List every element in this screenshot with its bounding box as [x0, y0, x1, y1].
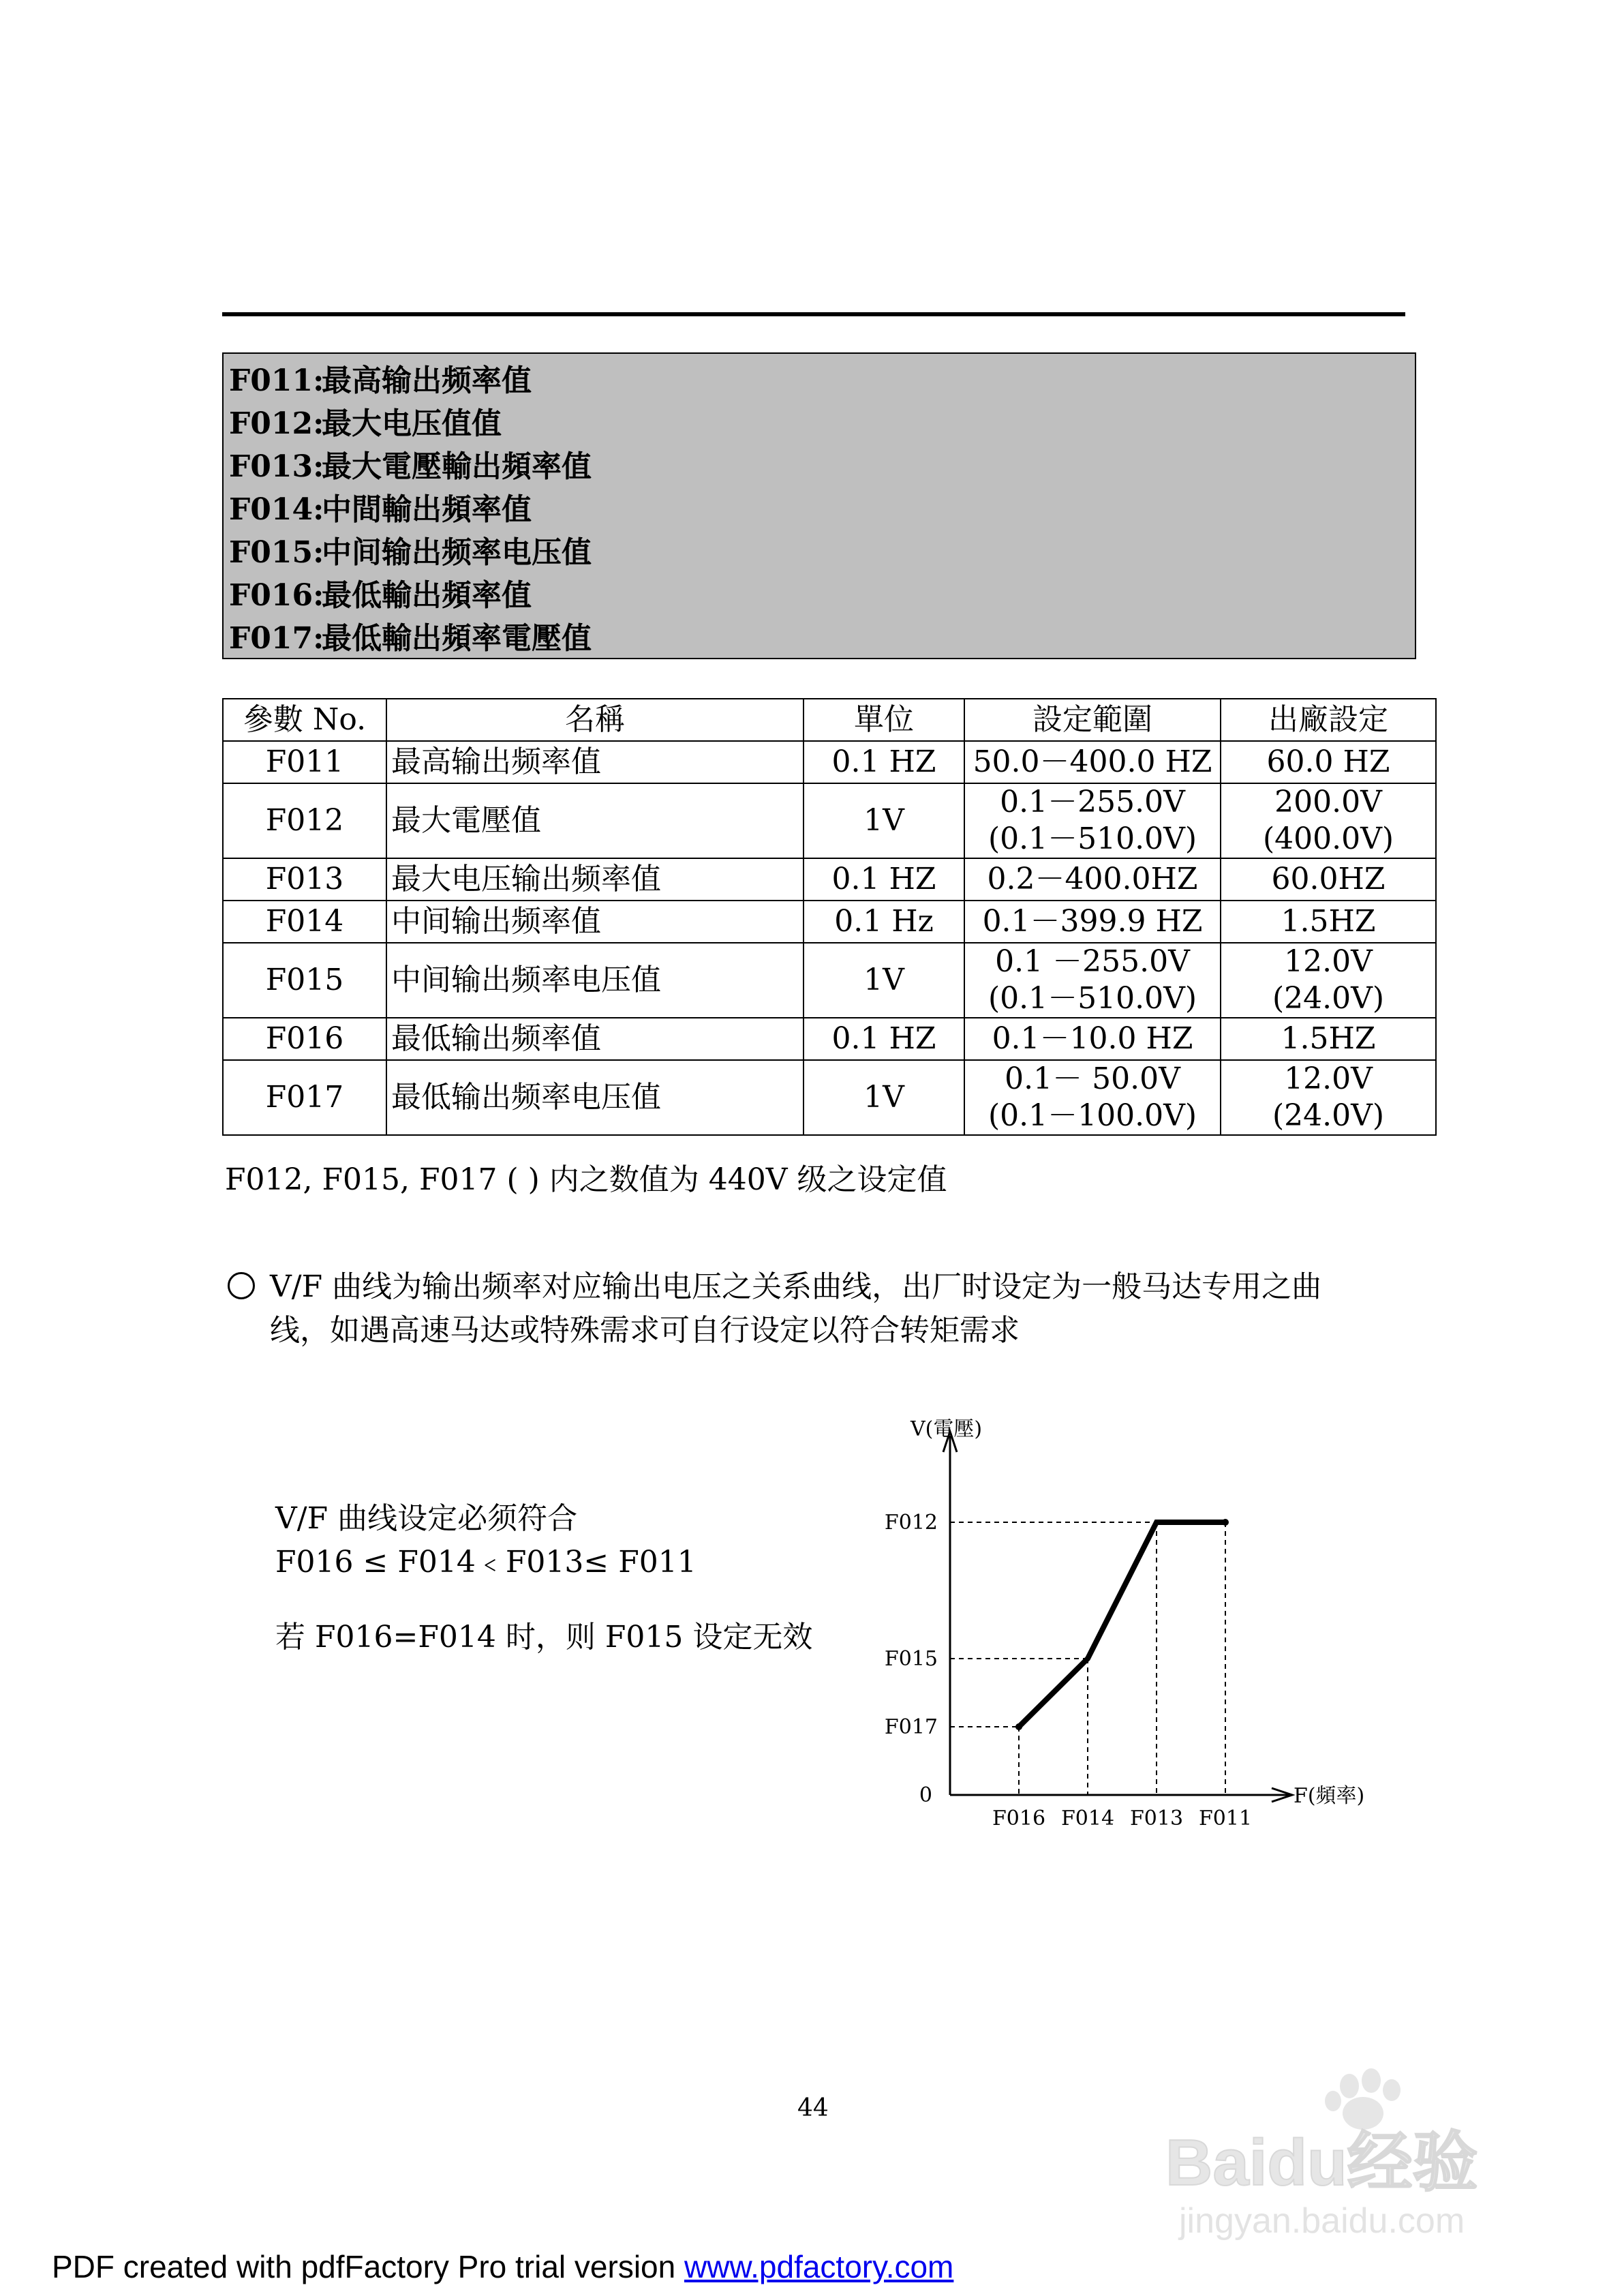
- condition-line3: 若 F016=F014 时，则 F015 设定无效: [275, 1620, 813, 1655]
- param-name: 最大电压值值: [322, 406, 502, 441]
- header-no: 參數 No.: [223, 699, 386, 741]
- cell-range: [964, 741, 1221, 783]
- table-row: [223, 858, 1436, 901]
- cell-no: [223, 741, 386, 783]
- cell-no-text: F014: [265, 904, 344, 939]
- param-name: 最低輸出頻率值: [322, 578, 532, 613]
- cell-default: [1221, 741, 1436, 783]
- header-name: 名稱: [386, 699, 804, 741]
- param-name: 最低輸出頻率電壓值: [322, 621, 592, 656]
- cell-name: [386, 741, 804, 783]
- y-axis-label: V(電壓): [911, 1417, 983, 1441]
- cell-name-text: 最大电压输出频率值: [391, 862, 661, 896]
- baidu-watermark: [1159, 2052, 1540, 2256]
- parameter-table: [222, 698, 1437, 1136]
- param-line: [229, 531, 1415, 574]
- cell-range-text: 0.1－255.0V: [1000, 785, 1185, 819]
- header-unit: 單位: [804, 699, 964, 741]
- footer-link[interactable]: www.pdfactory.com: [684, 2249, 954, 2284]
- cell-default-text: 1.5HZ: [1281, 1021, 1376, 1056]
- cell-name: [386, 1060, 804, 1135]
- cell-range-text: 0.1－399.9 HZ: [982, 904, 1203, 939]
- cell-unit: [804, 1060, 964, 1135]
- cell-unit-text: 1V: [863, 1080, 904, 1115]
- cell-default-text: 60.0 HZ: [1266, 744, 1390, 779]
- watermark-brand: Baidu经验: [1165, 2126, 1478, 2199]
- cell-name: [386, 858, 804, 901]
- param-code: F011:: [229, 363, 324, 398]
- footer-text: PDF created with pdfFactory Pro trial version: [52, 2249, 684, 2284]
- origin-label: 0: [919, 1783, 932, 1807]
- vf-description-line2: 线，如遇高速马达或特殊需求可自行设定以符合转矩需求: [270, 1313, 1020, 1348]
- x-axis-label: F(頻率): [1294, 1784, 1365, 1808]
- cell-unit: [804, 783, 964, 858]
- cell-no: [223, 783, 386, 858]
- param-name: 最大電壓輸出頻率值: [322, 449, 592, 484]
- cell-default-text: (24.0V): [1272, 1098, 1385, 1133]
- vf-conditions: [275, 1497, 812, 1659]
- table-header-row: [223, 699, 1436, 741]
- cell-unit-text: 0.1 HZ: [831, 862, 936, 896]
- cell-default: [1221, 1018, 1436, 1060]
- cell-range: [964, 1018, 1221, 1060]
- cell-range: [964, 783, 1221, 858]
- header-default: 出廠設定: [1221, 699, 1436, 741]
- cell-unit: [804, 943, 964, 1018]
- cell-range-text: 0.1－ 50.0V: [1005, 1061, 1180, 1096]
- param-line: [229, 445, 1415, 488]
- cell-name-text: 最大電壓值: [391, 803, 541, 838]
- cell-range: [964, 943, 1221, 1018]
- cell-default: [1221, 858, 1436, 901]
- param-name: 中間輸出頻率值: [322, 492, 532, 527]
- cell-range-text: 0.1－10.0 HZ: [992, 1021, 1193, 1056]
- cell-name: [386, 901, 804, 943]
- top-rule: [222, 312, 1405, 316]
- condition-line1: V/F 曲线设定必须符合: [275, 1501, 578, 1536]
- param-line: [229, 402, 1415, 445]
- cell-name: [386, 1018, 804, 1060]
- cell-name: [386, 943, 804, 1018]
- cell-range-text: 50.0－400.0 HZ: [973, 744, 1212, 779]
- cell-range-text: 0.1 －255.0V: [995, 944, 1190, 979]
- cell-default: [1221, 1060, 1436, 1135]
- cell-default-text: 1.5HZ: [1281, 904, 1376, 939]
- vf-curve-line: [1019, 1522, 1225, 1727]
- param-code: F017:: [229, 621, 324, 656]
- cell-no: [223, 858, 386, 901]
- cell-unit: [804, 858, 964, 901]
- vf-curve-chart: [866, 1404, 1411, 1841]
- table-row: [223, 1018, 1436, 1060]
- cell-no-text: F017: [265, 1080, 344, 1115]
- cell-range-text: (0.1－510.0V): [988, 821, 1197, 856]
- param-line: [229, 574, 1415, 617]
- param-line: [229, 617, 1415, 660]
- cell-default: [1221, 783, 1436, 858]
- cell-no-text: F012: [265, 803, 344, 838]
- condition-line2: F016 ≤ F014﹤F013≤ F011: [275, 1545, 697, 1580]
- param-name: 最高输出频率值: [322, 363, 532, 398]
- cell-unit-text: 0.1 Hz: [834, 904, 934, 939]
- table-row: [223, 741, 1436, 783]
- cell-unit-text: 1V: [863, 963, 904, 997]
- cell-range-text: 0.2－400.0HZ: [987, 862, 1198, 896]
- cell-no: [223, 1060, 386, 1135]
- curve-endpoint: [1015, 1723, 1022, 1730]
- param-name: 中间输出频率电压值: [322, 535, 592, 570]
- cell-default-text: 60.0HZ: [1271, 862, 1386, 896]
- x-tick-label: F014: [1060, 1807, 1115, 1830]
- cell-no-text: F016: [265, 1021, 344, 1056]
- circle-bullet-icon: [228, 1272, 255, 1299]
- cell-range: [964, 858, 1221, 901]
- cell-unit-text: 0.1 HZ: [831, 744, 936, 779]
- pdf-footer: [52, 2248, 953, 2285]
- table-row: [223, 1060, 1436, 1135]
- param-code: F014:: [229, 492, 324, 527]
- vf-description-line1: V/F 曲线为输出频率对应输出电压之关系曲线，出厂时设定为一般马达专用之曲: [270, 1269, 1322, 1304]
- cell-name-text: 最低输出频率电压值: [391, 1080, 661, 1115]
- cell-name-text: 最高输出频率值: [391, 744, 601, 779]
- table-row: [223, 943, 1436, 1018]
- x-tick-label: F011: [1198, 1807, 1253, 1830]
- cell-unit: [804, 901, 964, 943]
- vf-description: [225, 1265, 1424, 1353]
- cell-default-text: (400.0V): [1262, 821, 1394, 856]
- cell-unit: [804, 1018, 964, 1060]
- param-code: F016:: [229, 578, 324, 613]
- header-range: 設定範圍: [964, 699, 1221, 741]
- voltage-class-note: F012, F015, F017 ( ) 内之数值为 440V 级之设定值: [225, 1162, 947, 1197]
- cell-default: [1221, 943, 1436, 1018]
- table-row: [223, 901, 1436, 943]
- cell-default-text: 12.0V: [1284, 1061, 1373, 1096]
- cell-default-text: (24.0V): [1272, 981, 1385, 1016]
- cell-no: [223, 1018, 386, 1060]
- cell-name: [386, 783, 804, 858]
- parameter-list-box: [222, 352, 1416, 659]
- param-code: F012:: [229, 406, 324, 441]
- cell-no-text: F011: [265, 744, 344, 779]
- cell-unit: [804, 741, 964, 783]
- cell-no: [223, 943, 386, 1018]
- cell-range-text: (0.1－100.0V): [988, 1098, 1197, 1133]
- cell-default: [1221, 901, 1436, 943]
- param-line: [229, 359, 1415, 402]
- x-tick-label: F013: [1129, 1807, 1184, 1830]
- curve-endpoint: [1222, 1519, 1229, 1526]
- cell-unit-text: 1V: [863, 803, 904, 838]
- cell-default-text: 200.0V: [1274, 785, 1382, 819]
- cell-default-text: 12.0V: [1284, 944, 1373, 979]
- cell-range: [964, 901, 1221, 943]
- x-tick-label: F016: [992, 1807, 1046, 1830]
- cell-range: [964, 1060, 1221, 1135]
- param-code: F015:: [229, 535, 324, 570]
- page-number: 44: [797, 2094, 829, 2122]
- cell-name-text: 最低输出频率值: [391, 1021, 601, 1056]
- cell-no: [223, 901, 386, 943]
- watermark-url: jingyan.baidu.com: [1179, 2201, 1465, 2241]
- param-line: [229, 488, 1415, 531]
- y-tick-label: F012: [884, 1511, 938, 1535]
- table-row: [223, 783, 1436, 858]
- y-tick-label: F017: [884, 1715, 938, 1739]
- cell-name-text: 中间输出频率值: [391, 904, 601, 939]
- y-tick-label: F015: [884, 1647, 938, 1671]
- cell-name-text: 中间输出频率电压值: [391, 963, 661, 997]
- param-code: F013:: [229, 449, 324, 484]
- paw-icon: [1325, 2068, 1401, 2130]
- cell-no-text: F013: [265, 862, 344, 896]
- cell-range-text: (0.1－510.0V): [988, 981, 1197, 1016]
- cell-no-text: F015: [265, 963, 344, 997]
- cell-unit-text: 0.1 HZ: [831, 1021, 936, 1056]
